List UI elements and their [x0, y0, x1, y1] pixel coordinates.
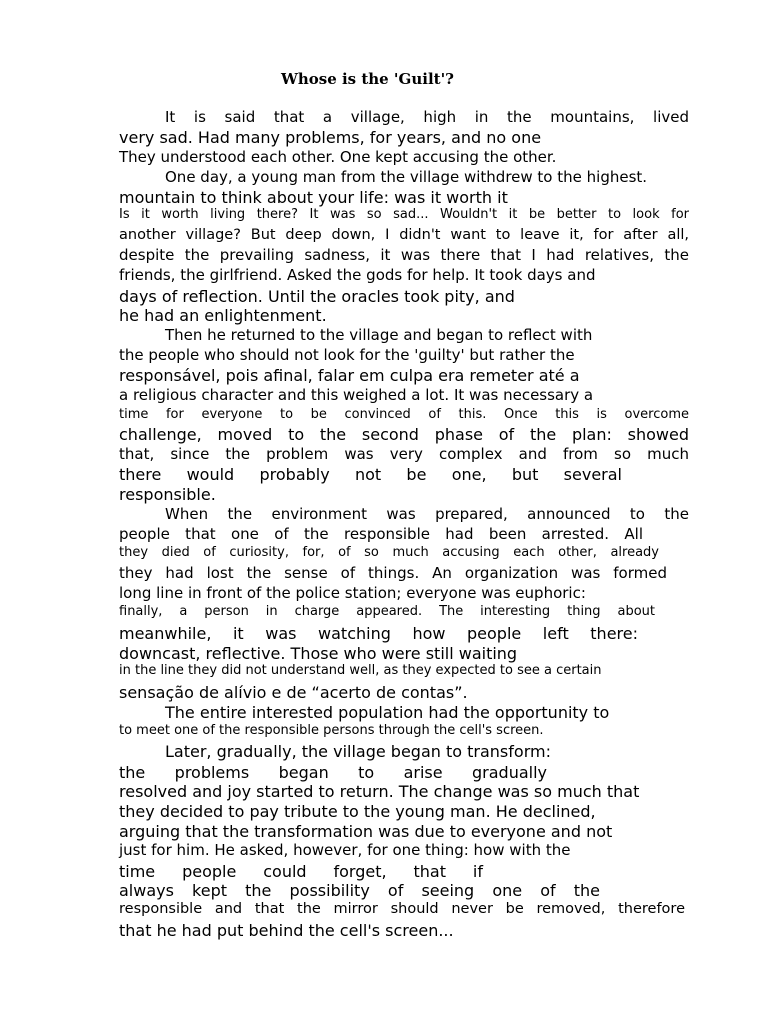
text-line: days of reflection. Until the oracles took pity, and: [119, 287, 515, 306]
document-title: Whose is the 'Guilt'?: [281, 70, 454, 88]
text-line: a religious character and this weighed a lot. It was necessary a: [119, 386, 594, 404]
text-line: there would probably not be one, but several: [119, 465, 622, 484]
text-line: sensação de alívio e de “acerto de contas”.: [119, 683, 468, 702]
text-line: Is it worth living there? It was so sad... Wouldn't it be better to look for: [119, 207, 689, 222]
text-line: When the environment was prepared, announced to the: [165, 505, 689, 523]
text-line: people that one of the responsible had been arrested. All: [119, 525, 643, 543]
text-line: The entire interested population had the opportunity to: [165, 703, 610, 722]
text-line: time for everyone to be convinced of this. Once this is overcome: [119, 407, 689, 422]
text-line: they had lost the sense of things. An organization was formed: [119, 564, 667, 582]
text-line: They understood each other. One kept accusing the other.: [119, 148, 557, 166]
text-line: meanwhile, it was watching how people left there:: [119, 624, 638, 643]
text-line: responsible and that the mirror should never be removed, therefore: [119, 901, 685, 917]
text-line: that he had put behind the cell's screen...: [119, 921, 454, 940]
text-line: downcast, reflective. Those who were still waiting: [119, 644, 518, 663]
text-line: resolved and joy started to return. The change was so much that: [119, 782, 640, 801]
text-line: Later, gradually, the village began to transform:: [165, 742, 551, 761]
text-line: in the line they did not understand well, as they expected to see a certain: [119, 663, 602, 678]
text-line: to meet one of the responsible persons through the cell's screen.: [119, 723, 544, 738]
text-line: long line in front of the police station; everyone was euphoric:: [119, 584, 586, 602]
text-line: another village? But deep down, I didn't want to leave it, for after all,: [119, 227, 689, 243]
text-line: always kept the possibility of seeing one of the: [119, 881, 600, 900]
text-line: they decided to pay tribute to the young man. He declined,: [119, 802, 596, 821]
text-line: Then he returned to the village and began to reflect with: [165, 326, 593, 344]
text-line: It is said that a village, high in the mountains, lived: [165, 108, 689, 126]
text-line: mountain to think about your life: was it worth it: [119, 188, 508, 207]
text-line: responsável, pois afinal, falar em culpa era remeter até a: [119, 366, 580, 385]
text-line: responsible.: [119, 485, 216, 504]
text-line: just for him. He asked, however, for one thing: how with the: [119, 841, 571, 859]
text-line: that, since the problem was very complex and from so much: [119, 445, 689, 463]
text-line: he had an enlightenment.: [119, 306, 327, 325]
text-line: the people who should not look for the 'guilty' but rather the: [119, 346, 575, 364]
text-line: finally, a person in charge appeared. The interesting thing about: [119, 604, 655, 619]
text-line: the problems began to arise gradually: [119, 763, 547, 782]
text-line: challenge, moved to the second phase of the plan: showed: [119, 425, 689, 444]
text-line: very sad. Had many problems, for years, and no one: [119, 128, 542, 147]
text-line: One day, a young man from the village withdrew to the highest.: [165, 168, 648, 186]
text-line: despite the prevailing sadness, it was there that I had relatives, the: [119, 246, 689, 264]
text-line: they died of curiosity, for, of so much accusing each other, already: [119, 545, 659, 560]
text-line: arguing that the transformation was due to everyone and not: [119, 822, 613, 841]
text-line: time people could forget, that if: [119, 862, 483, 881]
text-line: friends, the girlfriend. Asked the gods for help. It took days and: [119, 266, 596, 284]
